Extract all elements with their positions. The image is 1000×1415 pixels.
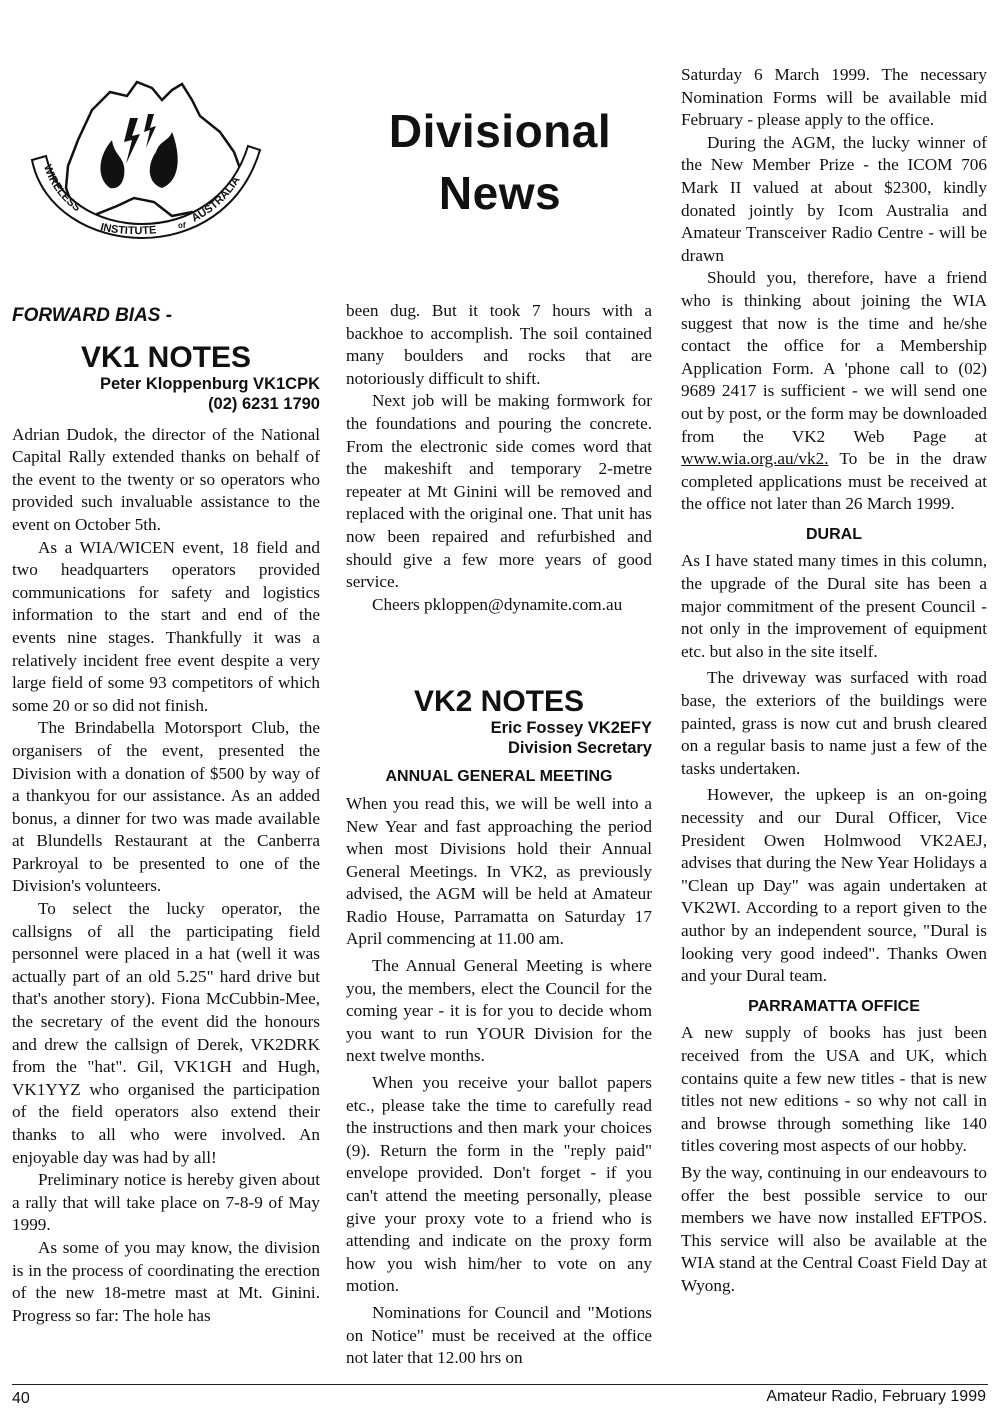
paragraph: Nominations for Council and "Motions on Notice" must be received at the office not later that 12.00 hrs on (346, 1302, 652, 1368)
paragraph-with-link (681, 267, 987, 516)
title-line-1: Divisional (388, 105, 612, 157)
paragraph: Next job will be making formwork for the foundations and pouring the concrete. From the electronic side comes word that the makeshift and temporary 2-metre repeater at Mt Ginini will be removed and replaced with the original one. That unit has now been repaired and refurbished and should give a few more years of good service. (346, 391, 652, 592)
paragraph: The Annual General Meeting is where you, the members, elect the Council for the coming year - it is for you to decide whom you want to run YOUR Division for the next twelve months. (346, 956, 652, 1066)
paragraph: been dug. But it took 7 hours with a backhoe to accomplish. The soil contained many boulders and rocks that are notoriously difficult to shift. (346, 301, 652, 388)
paragraph: During the AGM, the lucky winner of the New Member Prize - the ICOM 706 Mark II valued at about $2300, kindly donated jointly by Icom Australia and Amateur Transceiver Radio Centre - will be drawn (681, 132, 987, 265)
paragraph: Should you, therefore, have a friend who is thinking about joining the WIA suggest that now is the time and he/she contact the office for a Membership Application Form. A 'phone call to (02) 9689 2417 is sufficient - we will send one out by post, or the form may be downloaded from the VK2 Web Page at (681, 268, 987, 446)
vk2-web-link[interactable]: www.wia.org.au/vk2. (681, 449, 829, 469)
paragraph: When you read this, we will be well into a New Year and fast approaching the period when most Divisions hold their Annual General Meetings. In VK2, as previously advised, the AGM will be held at Amateur Radio House, Parramatta on Saturday 17 April commencing at 11.00 am. (346, 793, 652, 949)
vk1-author: Peter Kloppenburg VK1CPK (99, 374, 320, 393)
magazine-issue: Amateur Radio, February 1999 (766, 1388, 986, 1405)
footer-rule (12, 1384, 988, 1385)
page-number: 40 (12, 1390, 30, 1407)
paragraph: Preliminary notice is hereby given about a rally that will take place on 7-8-9 of May 1999. (12, 1170, 320, 1235)
paragraph: To select the lucky operator, the callsigns of all the participating field personnel were placed in a hat (well it was actually part of an old 5.25" hard drive but that's another story). Fiona McCubbin-Mee, the secretary of the event did the honours and drew the callsign of Derek, VK2DRK from the "hat". Gil, VK1GH and Hugh, VK1YYZ who organised the participation of the field operators also extend their thanks to all who were involved. An enjoyable day was had by all! (12, 899, 320, 1167)
paragraph: The Brindabella Motorsport Club, the organisers of the event, presented the Division with a donation of $500 by way of a thankyou for our assistance. As an added bonus, a dinner for two was made available at Blundells Restaurant at the Canberra Parkroyal to be presented to one of the Division's volunteers. (12, 718, 320, 896)
subhead-parramatta: PARRAMATTA OFFICE (748, 997, 920, 1015)
paragraph: However, the upkeep is an on-going necessity and our Dural Officer, Vice President Owen Holmwood VK2AEJ, advises that during the New Year Holidays a "Clean up Day" was again undertaken at VK2WI. According to a report given to the author by an independent source, "Dural is looking very good indeed". Thanks Owen and your Dural team. (681, 785, 987, 986)
paragraph: When you receive your ballot papers etc., please take the time to carefully read the instructions and then mark your choices (9). Return the form in the "reply paid" envelope provided. Don't forget - if you can't attend the meeting personally, please give your proxy vote to a friend who is attending and indicate on the proxy form how you wish him/her to vote on any motion. (346, 1073, 652, 1296)
logo-text-of: of (178, 221, 186, 230)
right-flame-icon (150, 132, 178, 188)
heading-vk1-notes: VK1 NOTES (80, 340, 252, 374)
paragraph: The driveway was surfaced with road base, the exteriors of the buildings were painted, grass is now cut and brush cleared on a regular basis to name just a few of the tasks undertaken. (681, 668, 987, 778)
svg-text:AUSTRALIA (190, 174, 243, 224)
lightning-bolt-icon (144, 114, 156, 148)
logo-text-wireless: WIRELESS (41, 163, 83, 215)
vk2-author: Eric Fossey VK2EFY (490, 719, 652, 738)
paragraph: As I have stated many times in this column, the upgrade of the Dural site has been a major commitment of the present Council - not only in the improvement of equipment etc. but also in the site itself. (681, 551, 987, 661)
wia-logo (22, 70, 272, 245)
paragraph: A new supply of books has just been received from the USA and UK, which contains quite a few new titles - that is new titles not new editions - so why not call in and browse through something like 140 titles covering most aspects of our hobby. (681, 1023, 987, 1156)
logo-text-institute: INSTITUTE (99, 221, 157, 238)
heading-vk2-notes: VK2 NOTES (413, 685, 585, 719)
column-2 (346, 300, 652, 1370)
left-flame-icon (100, 140, 124, 188)
title-line-2: News (438, 167, 562, 219)
vk2-role: Division Secretary (508, 739, 652, 758)
lightning-bolt-icon (124, 118, 140, 164)
paragraph: Adrian Dudok, the director of the National Capital Rally extended thanks on behalf of the event to the twenty or so operators who provided such invaluable assistance to the event on October 5th. (12, 424, 320, 534)
column-3 (681, 64, 987, 1297)
subhead-dural: DURAL (806, 525, 862, 543)
paragraph: As some of you may know, the division is in the process of coordinating the erection of the new 18-metre mast at Mt. Ginini. Progress so far: The hole has (12, 1237, 320, 1325)
paragraph-tail: To be in the draw completed applications must be received at the office not later than 26 March 1999. (681, 449, 987, 514)
vk1-phone: (02) 6231 1790 (208, 394, 320, 413)
vk1-signoff: Cheers pkloppen@dynamite.com.au (372, 594, 623, 614)
logo-text-australia: AUSTRALIA (189, 174, 243, 225)
column-1 (12, 300, 320, 1327)
paragraph: By the way, continuing in our endeavours to offer the best possible service to our members we have now installed EFTPOS. This service will also be available at the WIA stand at the Central Coast Field Day at Wyong. (681, 1162, 987, 1295)
paragraph: Saturday 6 March 1999. The necessary Nomination Forms will be available mid February - please apply to the office. (681, 65, 987, 130)
subhead-agm: ANNUAL GENERAL MEETING (385, 768, 613, 786)
kicker-forward-bias: FORWARD BIAS - (12, 305, 173, 326)
page-title (340, 100, 660, 224)
paragraph: As a WIA/WICEN event, 18 field and two headquarters operators provided communications for safety and logistics information to the start and end of the events nine stages. Thankfully it was a relatively incident free event despite a very large field of some 93 competitors of which some 20 or so did not finish. (12, 537, 320, 715)
